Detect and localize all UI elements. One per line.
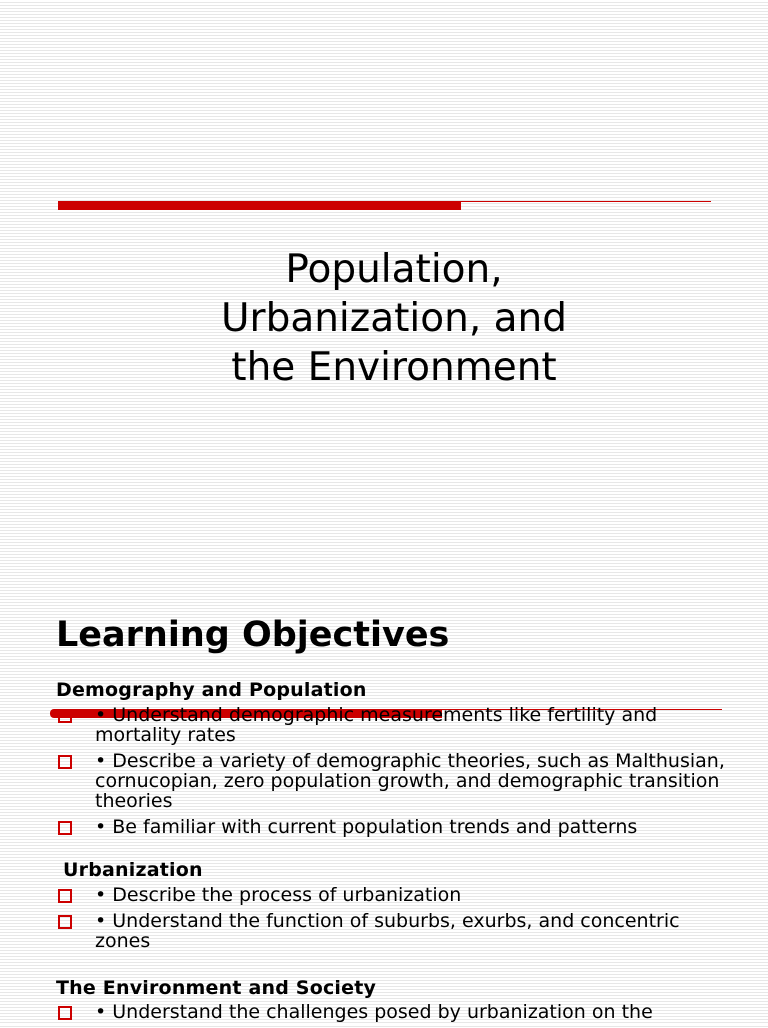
title-accent-rule (461, 201, 711, 202)
list-item: • Understand the challenges posed by urbanization on the (56, 1002, 736, 1022)
list-item: • Understand demographic measurements like fertility and mortality rates (56, 705, 736, 745)
list-item: • Be familiar with current population trends and patterns (56, 817, 736, 837)
hollow-square-bullet-icon (58, 709, 72, 723)
hollow-square-bullet-icon (58, 915, 72, 929)
list-item: • Describe a variety of demographic theories, such as Malthusian, cornucopian, zero population growth, and demographic transition theories (56, 751, 736, 811)
section-demography-label: Demography and Population (56, 679, 367, 701)
section-urbanization-label: Urbanization (63, 859, 203, 881)
list-item: • Understand the function of suburbs, exurbs, and concentric zones (56, 911, 736, 951)
section-environment-list (56, 1002, 736, 1028)
hollow-square-bullet-icon (58, 1006, 72, 1020)
title-accent-bar (58, 201, 461, 210)
title-line-2: Urbanization, and (220, 296, 568, 341)
section-environment-label: The Environment and Society (56, 977, 377, 999)
section-demography-list (56, 705, 736, 843)
title-line-1: Population, (285, 247, 503, 292)
section-urbanization-list (56, 885, 736, 957)
slide-heading: Learning Objectives (56, 615, 450, 655)
hollow-square-bullet-icon (58, 821, 72, 835)
hollow-square-bullet-icon (58, 889, 72, 903)
slide-title (0, 245, 768, 392)
title-line-3: the Environment (231, 345, 557, 390)
list-item: • Describe the process of urbanization (56, 885, 736, 905)
hollow-square-bullet-icon (58, 755, 72, 769)
